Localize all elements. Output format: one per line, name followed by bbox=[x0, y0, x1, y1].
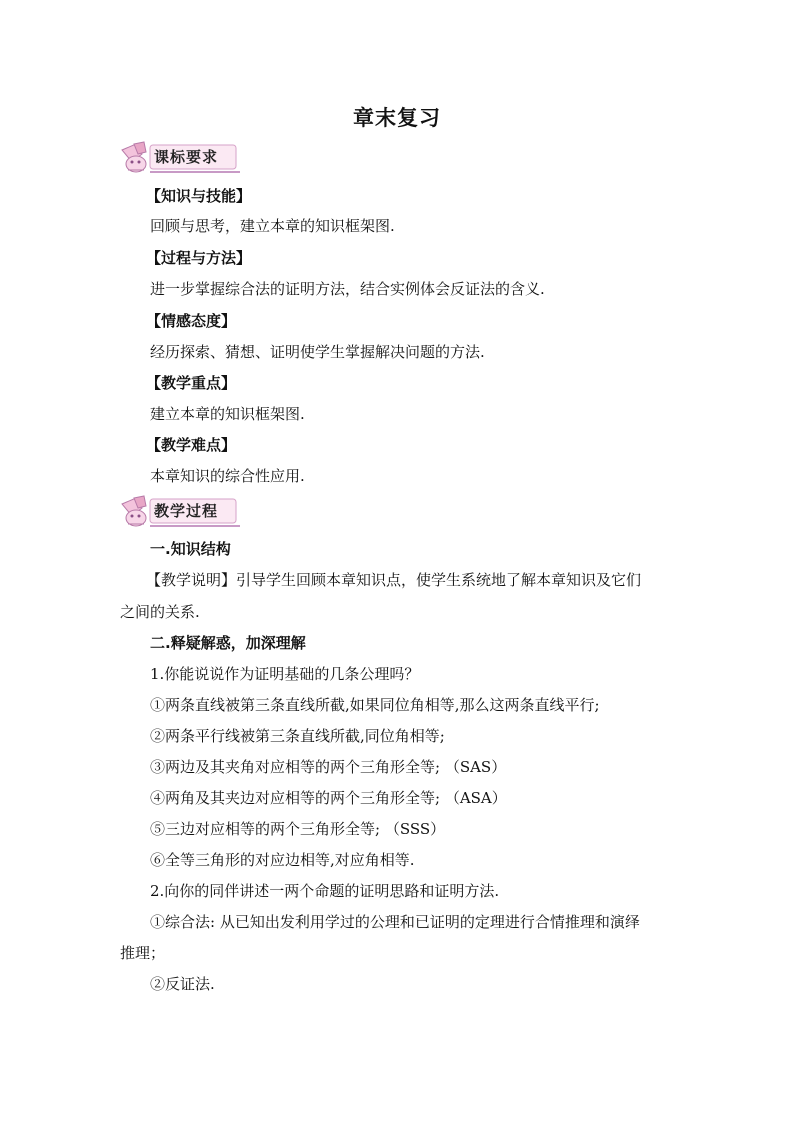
part1-note-line1: 【教学说明】引导学生回顾本章知识点，使学生系统地了解本章知识及它们 bbox=[146, 571, 642, 589]
axiom-item: ⑥全等三角形的对应边相等,对应角相等. bbox=[150, 851, 415, 869]
axiom-item: ④两角及其夹边对应相等的两个三角形全等; （ASA） bbox=[150, 789, 507, 807]
text-knowledge-skills: 回顾与思考，建立本章的知识框架图. bbox=[150, 217, 395, 235]
axiom-item: ①两条直线被第三条直线所截,如果同位角相等,那么这两条直线平行; bbox=[150, 696, 600, 714]
part2-title: 二.释疑解惑，加深理解 bbox=[150, 634, 306, 652]
heading-difficulties: 【教学难点】 bbox=[146, 436, 237, 454]
text-process-methods: 进一步掌握综合法的证明方法，结合实例体会反证法的含义. bbox=[150, 280, 545, 298]
section-header-teaching-process bbox=[118, 494, 242, 530]
text-emotion-attitude: 经历探索、猜想、证明使学生掌握解决问题的方法. bbox=[150, 343, 485, 361]
method-1-line2: 推理； bbox=[120, 944, 166, 962]
page-title: 章末复习 bbox=[353, 106, 441, 130]
section-header-label: 教学过程 bbox=[154, 502, 219, 520]
method-2: ②反证法. bbox=[150, 975, 215, 993]
axiom-item: ②两条平行线被第三条直线所截,同位角相等; bbox=[150, 727, 445, 745]
axiom-item: ③两边及其夹角对应相等的两个三角形全等; （SAS） bbox=[150, 758, 507, 776]
section-header-curriculum bbox=[118, 140, 242, 176]
heading-key-points: 【教学重点】 bbox=[146, 374, 237, 392]
heading-process-methods: 【过程与方法】 bbox=[146, 249, 252, 267]
question-1: 1.你能说说作为证明基础的几条公理吗？ bbox=[150, 665, 420, 683]
method-1-line1: ①综合法: 从已知出发利用学过的公理和已证明的定理进行合情推理和演绎 bbox=[150, 913, 640, 931]
section-header-label: 课标要求 bbox=[154, 148, 219, 166]
heading-knowledge-skills: 【知识与技能】 bbox=[146, 187, 252, 205]
part1-note-line2: 之间的关系. bbox=[120, 603, 200, 621]
axiom-item: ⑤三边对应相等的两个三角形全等; （SSS） bbox=[150, 820, 446, 838]
heading-emotion-attitude: 【情感态度】 bbox=[146, 312, 237, 330]
text-difficulties: 本章知识的综合性应用. bbox=[150, 467, 305, 485]
text-key-points: 建立本章的知识框架图. bbox=[150, 405, 305, 423]
part1-title: 一.知识结构 bbox=[150, 540, 231, 558]
question-2: 2.向你的同伴讲述一两个命题的证明思路和证明方法. bbox=[150, 882, 500, 900]
